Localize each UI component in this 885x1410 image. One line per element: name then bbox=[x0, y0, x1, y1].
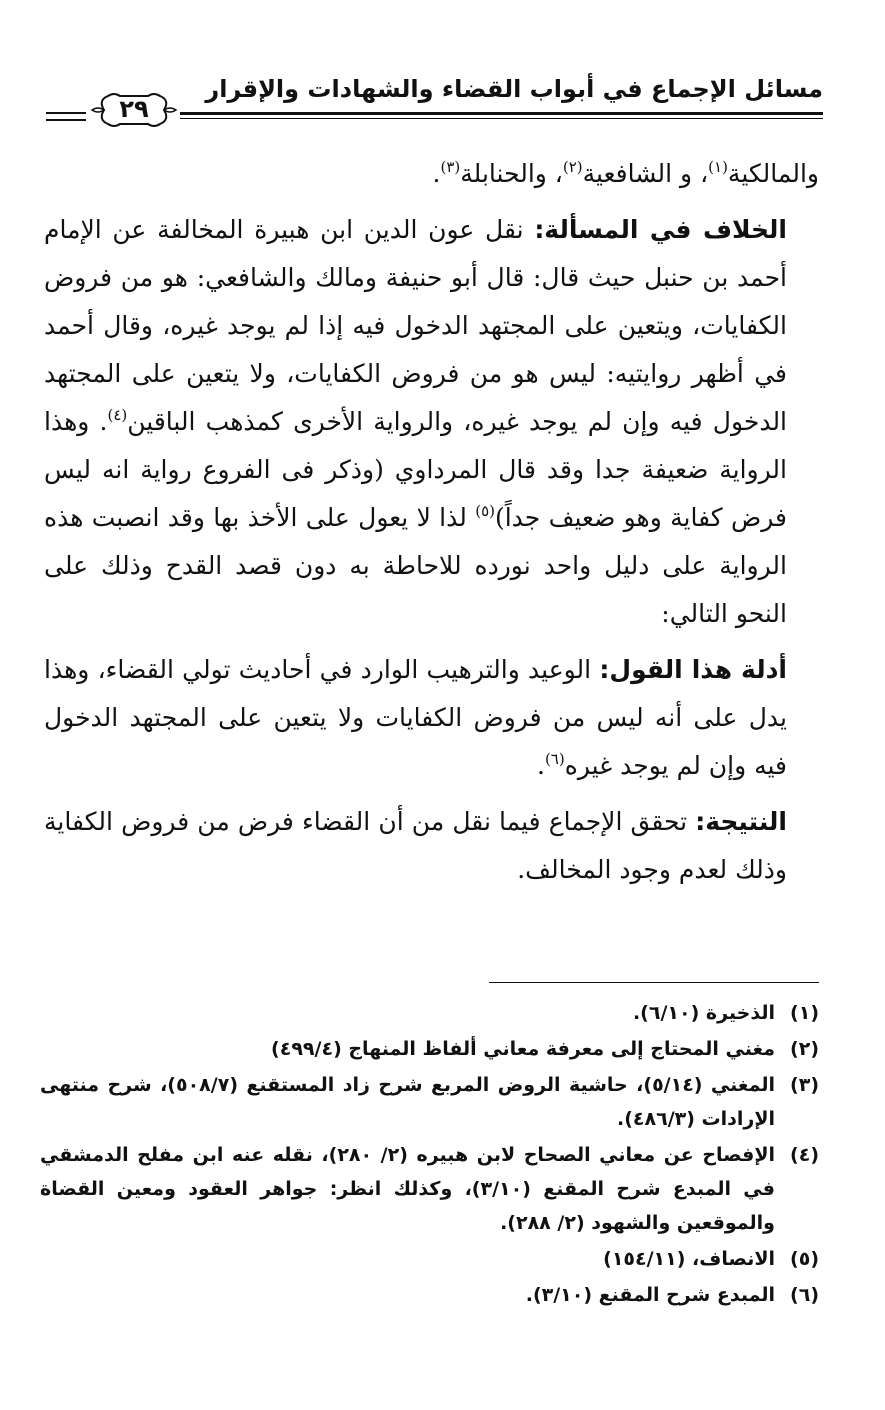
footnote-6 bbox=[40, 1278, 819, 1312]
footnote-text: المغني (٥/١٤)، حاشية الروض المربع شرح زاد المستقنع (٥٠٨/٧)، شرح منتهى الإرادات (٤٨٦/٣). bbox=[40, 1074, 775, 1130]
footnote-ref-5[interactable]: (٥) bbox=[475, 502, 495, 520]
footnote-text: الانصاف، (١٥٤/١١) bbox=[603, 1248, 775, 1270]
footnote-ref-3[interactable]: (٣) bbox=[440, 158, 461, 176]
footnote-number: (٦) bbox=[790, 1284, 819, 1306]
footnote-number: (٥) bbox=[790, 1248, 819, 1270]
footnote-2 bbox=[40, 1032, 819, 1066]
footnote-text: الذخيرة (٦/١٠). bbox=[632, 1002, 775, 1024]
footnote-ref-4[interactable]: (٤) bbox=[107, 406, 128, 424]
footnote-ref-6[interactable]: (٦) bbox=[544, 750, 565, 768]
page-number-ornament bbox=[90, 90, 178, 130]
text-run: . bbox=[432, 159, 441, 188]
body-text bbox=[44, 150, 819, 894]
text-run: نقل عون الدين ابن هبيرة المخالفة عن الإمام أحمد بن حنبل حيث قال: قال أبو حنيفة ومالك والشافعي: هو من فروض الكفايات، ويتعين على المجتهد الدخول فيه إذا لم يوجد غيره، وقال أحمد في أظهر روايتيه: ليس هو من فروض الكفايات، ولا يتعين على المجتهد الدخول فيه وإن لم يوجد غيره، والرواية الأخرى كمذهب الباقين bbox=[44, 215, 788, 436]
header-rule bbox=[180, 112, 823, 115]
footnote-ref-2[interactable]: (٢) bbox=[562, 158, 583, 176]
paragraph-1 bbox=[44, 150, 819, 198]
paragraph-heading: أدلة هذا القول: bbox=[599, 655, 787, 684]
text-run: لذا لا يعول على الأخذ بها وقد انصبت هذه الرواية على دليل واحد نورده للاحاطة به دون قصد القدح وذلك على النحو التالي: bbox=[44, 503, 787, 628]
footnote-text: مغني المحتاج إلى معرفة معاني ألفاظ المنهاج (٤٩٩/٤) bbox=[271, 1038, 775, 1060]
footnote-number: (٢) bbox=[790, 1038, 819, 1060]
running-title: مسائل الإجماع في أبواب القضاء والشهادات والإقرار bbox=[205, 75, 823, 103]
text-run: ، والحنابلة bbox=[460, 159, 563, 188]
text-run: . وهذا الرواية ضعيفة جدا وقد قال المرداوي (وذكر فى الفروع رواية انه ليس فرض كفاية وهو ضعيف جداً) bbox=[44, 407, 787, 532]
footnote-1 bbox=[40, 996, 819, 1030]
footnote-5 bbox=[40, 1242, 819, 1276]
footnote-text: الإفصاح عن معاني الصحاح لابن هبيره (٢/ ٢٨٠)، نقله عنه ابن مفلح الدمشقي في المبدع شرح المقنع (٣/١٠)، وكذلك انظر: جواهر العقود ومعين القضاة والموقعين والشهود (٢/ ٢٨٨). bbox=[40, 1144, 775, 1234]
text-run: . bbox=[536, 751, 545, 780]
paragraph-evidence bbox=[44, 646, 819, 790]
paragraph-disagreement bbox=[44, 206, 819, 638]
text-run: الوعيد والترهيب الوارد في أحاديث تولي القضاء، وهذا يدل على أنه ليس من فروض الكفايات ولا يتعين على المجتهد الدخول فيه وإن لم يوجد غيره bbox=[44, 655, 787, 780]
text-run: تحقق الإجماع فيما نقل من أن القضاء فرض من فروض الكفاية وذلك لعدم وجود المخالف. bbox=[44, 807, 787, 884]
text-run: ، و الشافعية bbox=[582, 159, 709, 188]
footnote-text: المبدع شرح المقنع (٣/١٠). bbox=[525, 1284, 775, 1306]
footnote-separator bbox=[489, 982, 819, 983]
header-rule-left bbox=[46, 112, 86, 114]
footnote-3 bbox=[40, 1068, 819, 1136]
page-number: ٢٩ bbox=[119, 95, 149, 123]
paragraph-heading: النتيجة: bbox=[695, 807, 787, 836]
footnote-4 bbox=[40, 1138, 819, 1240]
footnote-number: (٤) bbox=[790, 1144, 819, 1166]
footnote-number: (٣) bbox=[790, 1074, 819, 1096]
paragraph-heading: الخلاف في المسألة: bbox=[534, 215, 788, 244]
footnote-number: (١) bbox=[790, 1002, 819, 1024]
footnotes bbox=[40, 996, 819, 1314]
text-run: والمالكية bbox=[727, 159, 819, 188]
footnote-ref-1[interactable]: (١) bbox=[708, 158, 728, 176]
paragraph-result bbox=[44, 798, 819, 894]
